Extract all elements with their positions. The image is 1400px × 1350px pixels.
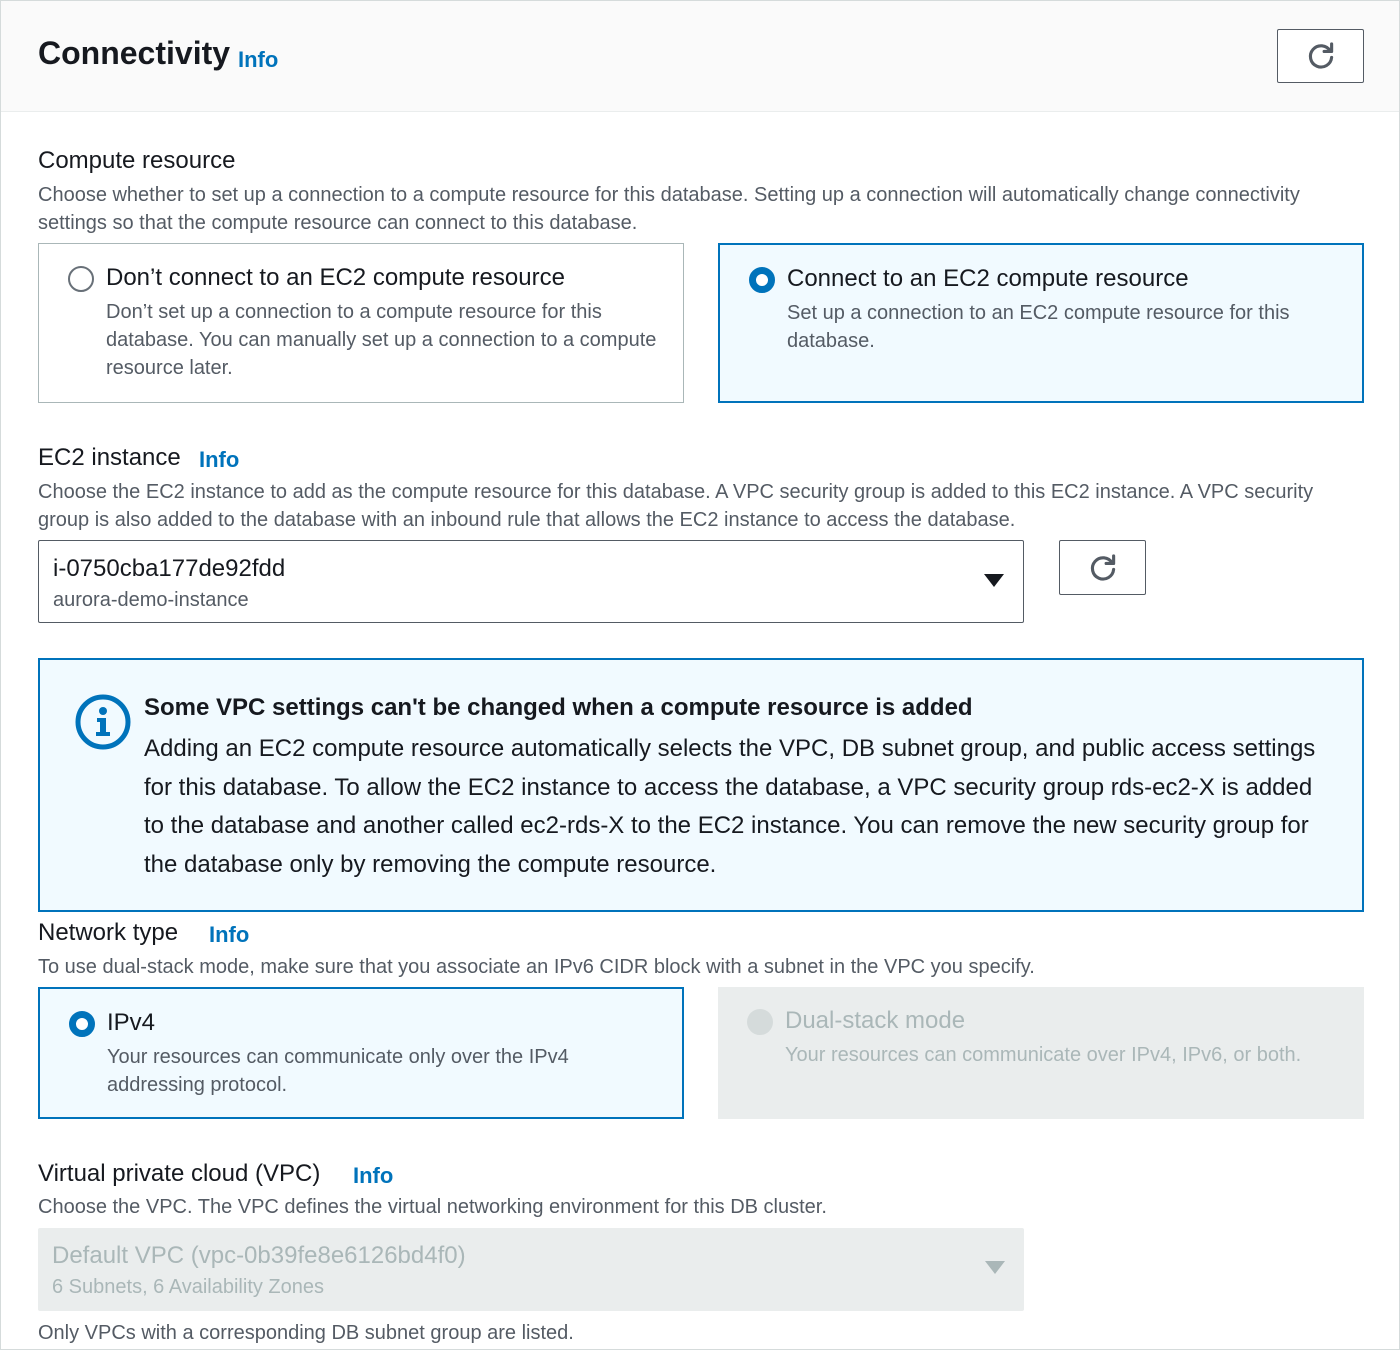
radio-card-description: Don’t set up a connection to a compute resource for this database. You can manually set up a connection to a compute resource later. xyxy=(106,301,657,379)
select-sub-label: 6 Subnets, 6 Availability Zones xyxy=(52,1276,325,1298)
vpc-footer-note: Only VPCs with a corresponding DB subnet group are listed. xyxy=(38,1322,574,1344)
radio-card-title: Dual-stack mode xyxy=(785,1007,966,1034)
compute-resource-description: Choose whether to set up a connection to a compute resource for this database. Setting up a connection will automatically change connectivity settings so that the compute resource can connect to this database. xyxy=(38,184,1300,234)
network-info-link[interactable]: Info xyxy=(209,922,250,947)
radio-card-title: Don’t connect to an EC2 compute resource xyxy=(106,264,565,291)
radio-card-description: Set up a connection to an EC2 compute resource for this database. xyxy=(787,302,1290,352)
radio-card-description: Your resources can communicate over IPv4, IPv6, or both. xyxy=(785,1044,1302,1066)
refresh-icon xyxy=(1086,551,1120,585)
radio-button-dont-connect[interactable] xyxy=(68,266,94,292)
alert-title: Some VPC settings can't be changed when a compute resource is added xyxy=(144,694,973,721)
radio-button-dual-stack xyxy=(747,1009,773,1035)
radio-card-dual-stack xyxy=(718,987,1364,1119)
header-info-link[interactable]: Info xyxy=(238,47,279,72)
header-refresh-button[interactable] xyxy=(1277,29,1364,83)
network-type-description: To use dual-stack mode, make sure that you associate an IPv6 CIDR block with a subnet in the VPC you specify. xyxy=(38,956,1035,978)
radio-button-ipv4[interactable] xyxy=(69,1011,95,1037)
vpc-select xyxy=(38,1228,1024,1311)
ec2-instance-label: EC2 instance xyxy=(38,444,181,471)
select-value: i-0750cba177de92fdd xyxy=(53,555,286,582)
info-circle-icon xyxy=(75,694,131,750)
vpc-label: Virtual private cloud (VPC) xyxy=(38,1160,321,1187)
ec2-instance-select[interactable] xyxy=(38,540,1024,623)
caret-down-icon xyxy=(984,574,1004,587)
network-type-label: Network type xyxy=(38,919,179,946)
alert-text: Adding an EC2 compute resource automatically selects the VPC, DB subnet group, and public access settings for this database. To allow the EC2 instance to access the database, a VPC security group rds-ec2-X is added to the database and another called ec2-rds-X to the EC2 instance. You can remove the new security group for the database only by removing the compute resource. xyxy=(144,735,1316,878)
caret-down-icon xyxy=(985,1261,1005,1274)
radio-card-ipv4[interactable] xyxy=(38,987,684,1119)
radio-card-title: Connect to an EC2 compute resource xyxy=(787,265,1189,292)
radio-card-dont-connect[interactable] xyxy=(38,243,684,403)
select-value: Default VPC (vpc-0b39fe8e6126bd4f0) xyxy=(52,1242,466,1269)
radio-card-connect-ec2[interactable] xyxy=(718,243,1364,403)
ec2-info-link[interactable]: Info xyxy=(199,447,240,472)
panel-header xyxy=(1,1,1399,112)
select-sub-label: aurora-demo-instance xyxy=(53,589,249,611)
ec2-instance-description: Choose the EC2 instance to add as the compute resource for this database. A VPC security group is added to this EC2 instance. A VPC security group is also added to the database with an inbound rule that allows the EC2 instance to access the database. xyxy=(38,481,1314,531)
radio-button-connect-ec2[interactable] xyxy=(749,267,775,293)
vpc-info-link[interactable]: Info xyxy=(353,1163,394,1188)
radio-card-title: IPv4 xyxy=(107,1009,156,1036)
page-title: Connectivity xyxy=(38,35,231,71)
radio-card-description: Your resources can communicate only over the IPv4 addressing protocol. xyxy=(107,1046,569,1096)
refresh-icon xyxy=(1304,39,1338,73)
compute-resource-label: Compute resource xyxy=(38,147,236,174)
vpc-description: Choose the VPC. The VPC defines the virtual networking environment for this DB cluster. xyxy=(38,1196,827,1218)
info-alert xyxy=(38,658,1364,912)
ec2-refresh-button[interactable] xyxy=(1059,540,1146,595)
